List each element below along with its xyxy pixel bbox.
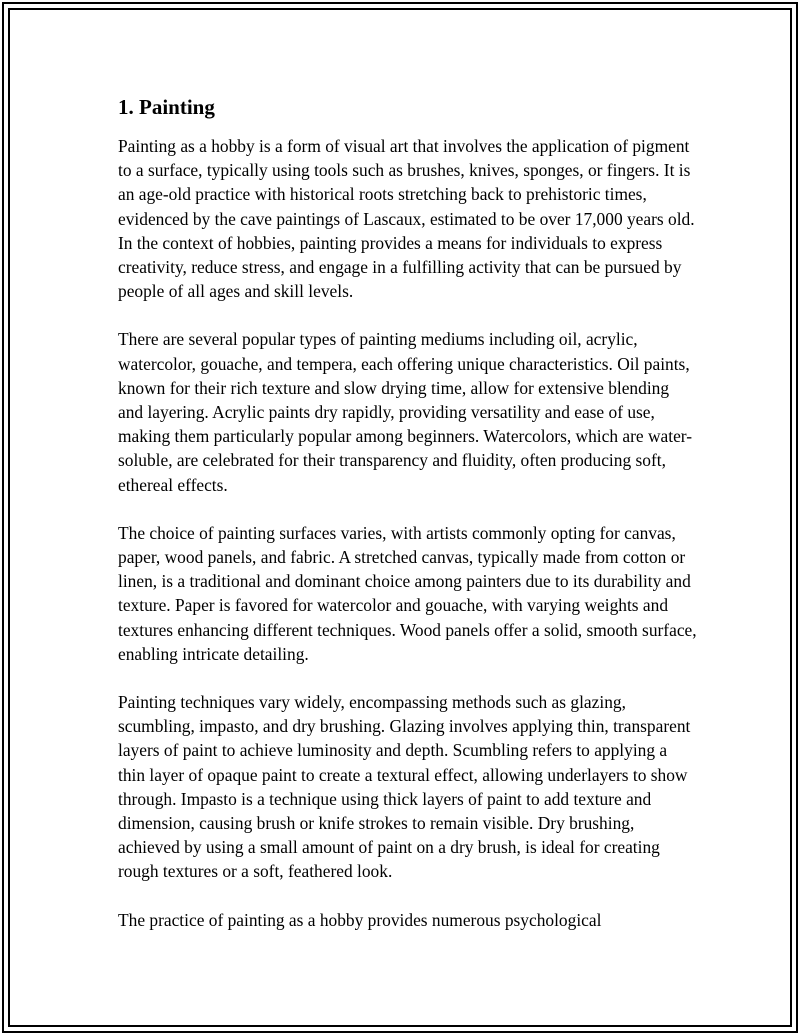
paragraph-surfaces: The choice of painting surfaces varies, with artists commonly opting for canvas, paper, wood panels, and fabric. A stretched canvas, typically made from cotton or linen, is a traditional and dominant choice among painters due to its durability and texture. Paper is favored for watercolor and gouache, with varying weights and textures enhancing different techniques. Wood panels offer a solid, smooth surface, enabling intricate detailing. xyxy=(118,522,697,664)
document-content xyxy=(118,93,698,932)
paragraph-mediums: There are several popular types of painting mediums including oil, acrylic, watercolor, gouache, and tempera, each offering unique characteristics. Oil paints, known for their rich texture and slow drying time, allow for extensive blending and layering. Acrylic paints dry rapidly, providing versatility and ease of use, making them particularly popular among beginners. Watercolors, which are water-soluble, are celebrated for their transparency and fluidity, often producing soft, ethereal effects. xyxy=(118,329,693,495)
paragraph-intro: Painting as a hobby is a form of visual art that involves the application of pigment to a surface, typically using tools such as brushes, knives, sponges, or fingers. It is an age-old practice with historical roots stretching back to prehistoric times, evidenced by the cave paintings of Lascaux, estimated to be over 17,000 years old. In the context of hobbies, painting provides a means for individuals to express creativity, reduce stress, and engage in a fulfilling activity that can be pursued by people of all ages and skill levels. xyxy=(118,136,695,302)
paragraph-techniques: Painting techniques vary widely, encompassing methods such as glazing, scumbling, impasto, and dry brushing. Glazing involves applying thin, transparent layers of paint to achieve luminosity and depth. Scumbling refers to applying a thin layer of opaque paint to create a textural effect, allowing underlayers to show through. Impasto is a technique using thick layers of paint to add texture and dimension, causing brush or knife strokes to remain visible. Dry brushing, achieved by using a small amount of paint on a dry brush, is ideal for creating rough textures or a soft, feathered look. xyxy=(118,692,691,882)
paragraph-benefits: The practice of painting as a hobby provides numerous psychological xyxy=(118,909,602,930)
section-heading: 1. Painting xyxy=(118,95,215,119)
